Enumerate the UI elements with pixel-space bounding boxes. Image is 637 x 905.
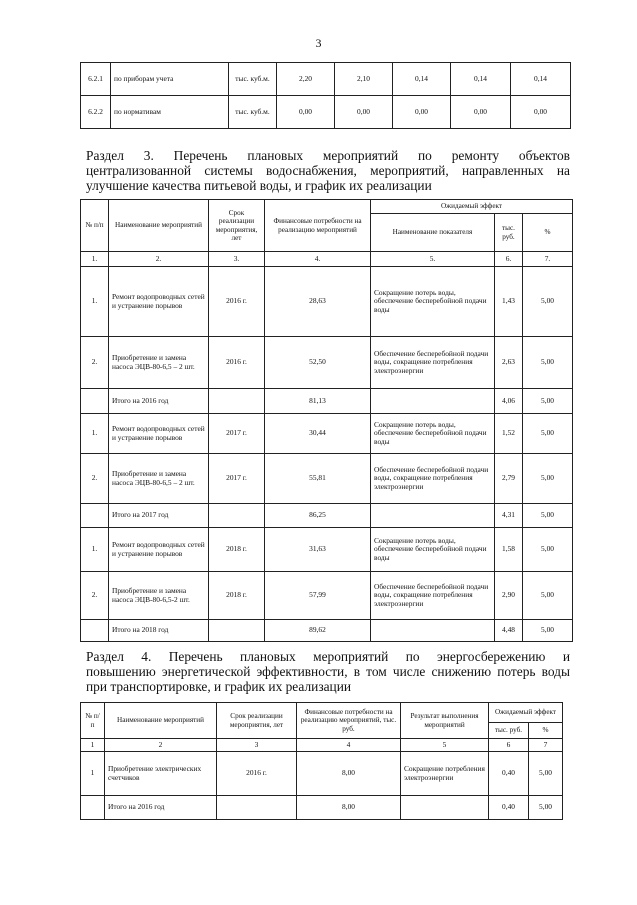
s3-indicator-cell — [371, 504, 495, 528]
table-row — [81, 504, 573, 528]
s3-thousand-cell: 1,58 — [495, 528, 523, 572]
s4-term-cell: 2016 г. — [217, 752, 297, 796]
s4-header-finance: Финансовые потребности на реализацию мероприятий, тыс. руб. — [297, 703, 401, 739]
s4-header-percent: % — [529, 723, 563, 739]
s3-indicator-cell — [371, 620, 495, 642]
s4-name-cell: Приобретение электрических счетчиков — [105, 752, 217, 796]
s3-header-effect: Ожидаемый эффект — [371, 200, 573, 214]
s3-column-number: 5. — [371, 252, 495, 267]
top-cell: 0,14 — [393, 63, 451, 96]
s4-column-number: 7 — [529, 739, 563, 752]
s4-header-name: Наименование мероприятий — [105, 703, 217, 739]
table-row — [81, 414, 573, 454]
page-number: 3 — [315, 36, 322, 50]
s3-percent-cell: 5,00 — [523, 389, 573, 414]
s3-finance-cell: 55,81 — [265, 454, 371, 504]
top-cell: 0,14 — [451, 63, 511, 96]
top-table — [80, 62, 571, 129]
s3-num-cell — [81, 504, 109, 528]
s3-term-cell: 2017 г. — [209, 414, 265, 454]
s3-finance-cell: 30,44 — [265, 414, 371, 454]
s4-header-effect: Ожидаемый эффект — [489, 703, 563, 723]
s3-num-cell: 1. — [81, 267, 109, 337]
top-cell: 0,00 — [277, 96, 335, 129]
s4-header-term: Срок реализации мероприятия, лет — [217, 703, 297, 739]
s3-name-cell: Ремонт водопроводных сетей и устранение порывов — [109, 414, 209, 454]
s3-header-percent: % — [523, 214, 573, 252]
s3-name-cell: Ремонт водопроводных сетей и устранение порывов — [109, 267, 209, 337]
section4-title — [86, 649, 570, 694]
section3-title-line1: Раздел 3. Перечень плановых мероприятий по ремонту объектов — [86, 148, 570, 163]
s3-num-cell: 2. — [81, 454, 109, 504]
s3-percent-cell: 5,00 — [523, 337, 573, 389]
table-row — [81, 337, 573, 389]
s3-thousand-cell: 1,52 — [495, 414, 523, 454]
s4-column-number: 4 — [297, 739, 401, 752]
s4-column-number: 2 — [105, 739, 217, 752]
s3-percent-cell: 5,00 — [523, 267, 573, 337]
s3-term-cell: 2016 г. — [209, 337, 265, 389]
s4-num-cell — [81, 796, 105, 820]
table-row — [81, 796, 563, 820]
s3-header-name: Наименование мероприятий — [109, 200, 209, 252]
s3-thousand-cell: 2,90 — [495, 572, 523, 620]
s3-percent-cell: 5,00 — [523, 528, 573, 572]
s4-result-cell — [401, 796, 489, 820]
s3-column-number: 3. — [209, 252, 265, 267]
s3-indicator-cell — [371, 389, 495, 414]
s4-finance-cell: 8,00 — [297, 796, 401, 820]
s3-column-number: 1. — [81, 252, 109, 267]
s3-term-cell — [209, 504, 265, 528]
s3-term-cell: 2018 г. — [209, 572, 265, 620]
s3-header-num: № п/п — [81, 200, 109, 252]
s4-percent-cell: 5,00 — [529, 752, 563, 796]
s3-term-cell: 2017 г. — [209, 454, 265, 504]
s3-name-cell: Приобретение и замена насоса ЭЦВ-80-6,5-2 шт. — [109, 572, 209, 620]
s3-indicator-cell: Сокращение потерь воды, обеспечение бесперебойной подачи воды — [371, 528, 495, 572]
s3-name-cell: Итого на 2018 год — [109, 620, 209, 642]
s3-percent-cell: 5,00 — [523, 572, 573, 620]
s4-finance-cell: 8,00 — [297, 752, 401, 796]
top-cell: 0,00 — [451, 96, 511, 129]
top-cell: 2,20 — [277, 63, 335, 96]
s4-term-cell — [217, 796, 297, 820]
section3-table — [80, 199, 573, 642]
s4-header-thousand: тыс. руб. — [489, 723, 529, 739]
top-cell: 0,14 — [511, 63, 571, 96]
s3-column-number: 6. — [495, 252, 523, 267]
table-row — [81, 752, 563, 796]
top-cell: 2,10 — [335, 63, 393, 96]
s4-num-cell: 1 — [81, 752, 105, 796]
table-row — [81, 389, 573, 414]
s4-percent-cell: 5,00 — [529, 796, 563, 820]
s3-name-cell: Итого на 2016 год — [109, 389, 209, 414]
top-cell: по нормативам — [111, 96, 229, 129]
table-row — [81, 572, 573, 620]
s3-column-numbers — [81, 252, 573, 267]
s3-header-term: Срок реализации мероприятия, лет — [209, 200, 265, 252]
top-cell: тыс. куб.м. — [229, 63, 277, 96]
section3-title — [86, 148, 570, 193]
s3-finance-cell: 89,62 — [265, 620, 371, 642]
s4-name-cell: Итого на 2016 год — [105, 796, 217, 820]
s3-thousand-cell: 1,43 — [495, 267, 523, 337]
s3-num-cell — [81, 389, 109, 414]
top-cell: 0,00 — [393, 96, 451, 129]
s3-finance-cell: 81,13 — [265, 389, 371, 414]
s3-term-cell — [209, 620, 265, 642]
s3-num-cell: 1. — [81, 528, 109, 572]
s3-name-cell: Ремонт водопроводных сетей и устранение порывов — [109, 528, 209, 572]
s3-percent-cell: 5,00 — [523, 454, 573, 504]
s3-thousand-cell: 2,79 — [495, 454, 523, 504]
s4-column-number: 3 — [217, 739, 297, 752]
top-cell: тыс. куб.м. — [229, 96, 277, 129]
s3-finance-cell: 28,63 — [265, 267, 371, 337]
s3-term-cell: 2016 г. — [209, 267, 265, 337]
section4-title-line2: повышению энергетической эффективности, в том числе снижению потерь воды — [86, 664, 570, 679]
s3-name-cell: Приобретение и замена насоса ЭЦВ-80-6,5 – 2 шт. — [109, 454, 209, 504]
section4-title-line1: Раздел 4. Перечень плановых мероприятий по энергосбережению и — [86, 649, 570, 664]
s3-column-number: 7. — [523, 252, 573, 267]
table-row — [81, 528, 573, 572]
table-row — [81, 63, 571, 96]
s3-header-thousand: тыс. руб. — [495, 214, 523, 252]
table-row — [81, 96, 571, 129]
s4-column-number: 6 — [489, 739, 529, 752]
s3-percent-cell: 5,00 — [523, 504, 573, 528]
s3-term-cell: 2018 г. — [209, 528, 265, 572]
s4-thousand-cell: 0,40 — [489, 796, 529, 820]
table-row — [81, 267, 573, 337]
s3-num-cell: 2. — [81, 337, 109, 389]
s3-thousand-cell: 4,06 — [495, 389, 523, 414]
s3-finance-cell: 31,63 — [265, 528, 371, 572]
s3-indicator-cell: Обеспечение бесперебойной подачи воды, сокращение потребления электроэнергии — [371, 337, 495, 389]
top-cell: 6.2.1 — [81, 63, 111, 96]
s3-finance-cell: 86,25 — [265, 504, 371, 528]
section3-title-line2: централизованной системы водоснабжения, мероприятий, направленных на — [86, 163, 570, 178]
s3-indicator-cell: Сокращение потерь воды, обеспечение бесперебойной подачи воды — [371, 414, 495, 454]
s3-name-cell: Итого на 2017 год — [109, 504, 209, 528]
s3-term-cell — [209, 389, 265, 414]
s3-finance-cell: 52,50 — [265, 337, 371, 389]
s3-header-indicator: Наименование показателя — [371, 214, 495, 252]
s3-finance-cell: 57,99 — [265, 572, 371, 620]
s3-name-cell: Приобретение и замена насоса ЭЦВ-80-6,5 – 2 шт. — [109, 337, 209, 389]
top-cell: 0,00 — [511, 96, 571, 129]
top-cell: 0,00 — [335, 96, 393, 129]
table-row — [81, 620, 573, 642]
s3-num-cell: 1. — [81, 414, 109, 454]
s4-header-num: № п/п — [81, 703, 105, 739]
s4-column-numbers — [81, 739, 563, 752]
section3-title-line3: улучшение качества питьевой воды, и график их реализации — [86, 178, 432, 193]
s3-thousand-cell: 2,63 — [495, 337, 523, 389]
s3-indicator-cell: Сокращение потерь воды, обеспечение бесперебойной подачи воды — [371, 267, 495, 337]
top-cell: 6.2.2 — [81, 96, 111, 129]
section4-title-line3: при транспортировке, и график их реализации — [86, 679, 352, 694]
s3-thousand-cell: 4,48 — [495, 620, 523, 642]
s4-header-result: Результат выполнения мероприятий — [401, 703, 489, 739]
top-cell: по приборам учета — [111, 63, 229, 96]
s4-thousand-cell: 0,40 — [489, 752, 529, 796]
s4-column-number: 1 — [81, 739, 105, 752]
s3-percent-cell: 5,00 — [523, 620, 573, 642]
s3-num-cell — [81, 620, 109, 642]
s4-column-number: 5 — [401, 739, 489, 752]
s3-thousand-cell: 4,31 — [495, 504, 523, 528]
s3-indicator-cell: Обеспечение бесперебойной подачи воды, сокращение потребления электроэнергии — [371, 454, 495, 504]
s3-indicator-cell: Обеспечение бесперебойной подачи воды, сокращение потребления электроэнергии — [371, 572, 495, 620]
s3-column-number: 2. — [109, 252, 209, 267]
section4-table — [80, 702, 563, 820]
table-row — [81, 454, 573, 504]
s3-num-cell: 2. — [81, 572, 109, 620]
s4-result-cell: Сокращение потребления электроэнергии — [401, 752, 489, 796]
s3-percent-cell: 5,00 — [523, 414, 573, 454]
s3-column-number: 4. — [265, 252, 371, 267]
s3-header-finance: Финансовые потребности на реализацию мероприятий — [265, 200, 371, 252]
